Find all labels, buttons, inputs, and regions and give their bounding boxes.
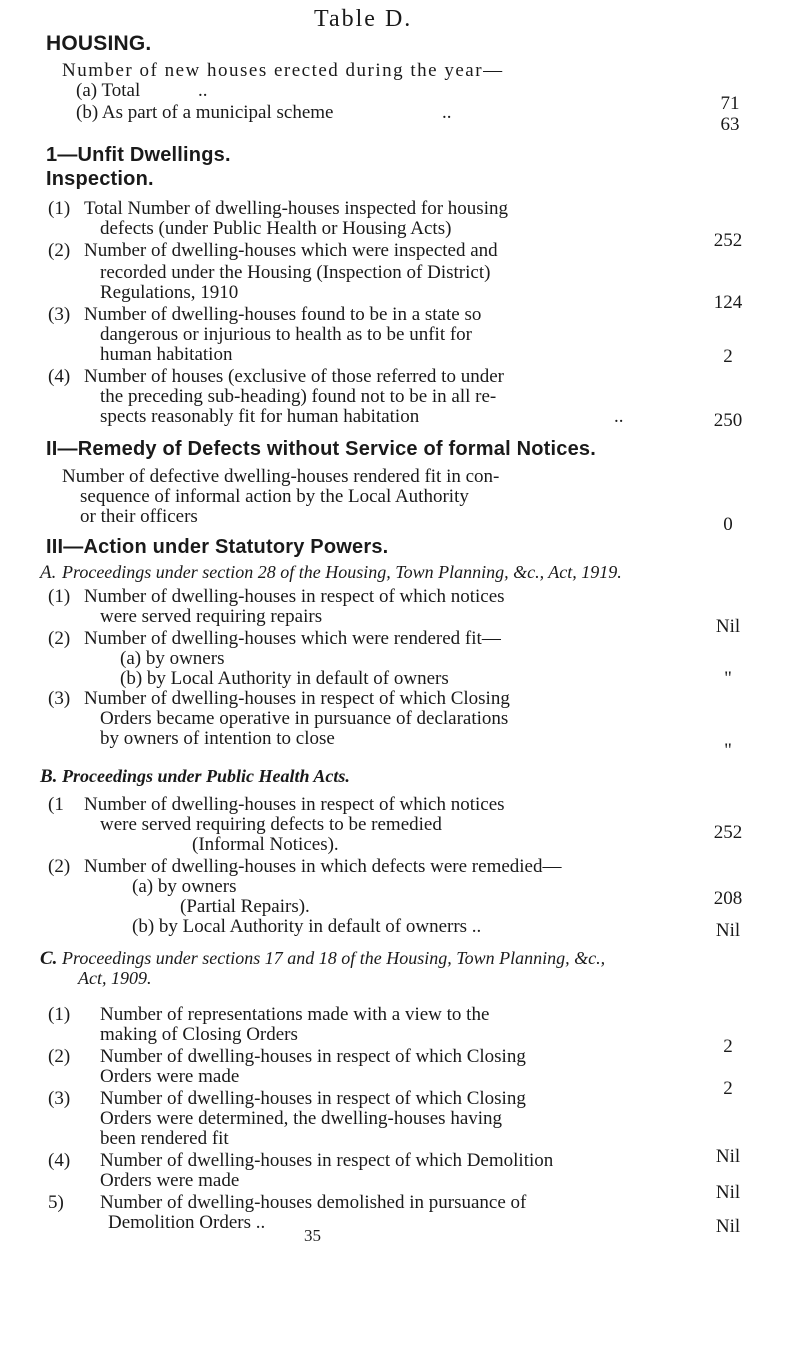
item-value: 2	[723, 1036, 733, 1057]
section-2-heading: II—Remedy of Defects without Service of formal Notices.	[46, 438, 597, 460]
table-title: Table D.	[314, 6, 413, 32]
item-value: "	[724, 668, 732, 689]
item-text-line: Number of dwelling-houses in respect of which Closing	[100, 1088, 526, 1109]
item-number: (1)	[48, 1004, 71, 1025]
item-value: 0	[723, 514, 733, 535]
item-number: (1)	[48, 586, 71, 607]
item-value: Nil	[715, 616, 741, 637]
item-value: 250	[713, 410, 743, 431]
subsection-b-title: Proceedings under Public Health Acts.	[62, 766, 350, 786]
housing-heading: HOUSING.	[46, 32, 152, 55]
item-number: (1	[48, 794, 64, 815]
item-text-line: dangerous or injurious to health as to be unfit for	[100, 324, 473, 345]
new-houses-municipal-value: 63	[720, 114, 740, 135]
item-text-line: been rendered fit	[100, 1128, 229, 1149]
subsection-label: B.	[40, 766, 58, 787]
item-text-line: were served requiring repairs	[100, 606, 323, 627]
subsection-label: C.	[40, 948, 58, 969]
item-text-line: defects (under Public Health or Housing Acts)	[100, 218, 452, 239]
inspection-subheading: Inspection.	[46, 168, 154, 190]
item-number: (2)	[48, 628, 71, 649]
item-text-line: by owners of intention to close	[100, 728, 335, 749]
item-number: 5)	[48, 1192, 64, 1213]
item-number: (2)	[48, 856, 71, 877]
item-text-line: Orders were determined, the dwelling-houses having	[100, 1108, 503, 1129]
item-text-line: the preceding sub-heading) found not to be in all re-	[100, 386, 497, 407]
item-value: 124	[713, 292, 743, 313]
item-value: Nil	[715, 920, 741, 941]
item-text-line: or their officers	[80, 506, 198, 527]
item-text-line: (Partial Repairs).	[180, 896, 310, 917]
section-3-heading: III—Action under Statutory Powers.	[46, 536, 389, 558]
item-number: (1)	[48, 198, 71, 219]
item-number: (3)	[48, 688, 71, 709]
item-text-line: Orders were made	[100, 1066, 240, 1087]
item-value: 252	[713, 822, 743, 843]
item-value: 252	[713, 230, 743, 251]
item-text-line: Number of dwelling-houses in respect of which Closing	[84, 688, 510, 709]
item-text-line: Number of dwelling-houses in respect of which Demolition	[100, 1150, 554, 1171]
item-value: 2	[723, 346, 733, 367]
item-text-line: (a) by owners	[120, 648, 225, 669]
item-value: Nil	[715, 1182, 741, 1203]
item-number: (4)	[48, 1150, 71, 1171]
item-number: (3)	[48, 304, 71, 325]
item-text-line: Regulations, 1910	[100, 282, 239, 303]
item-text-line: (b) by Local Authority in default of owners	[120, 668, 449, 689]
leader-dots: ..	[614, 406, 624, 427]
item-text-line: Number of houses (exclusive of those referred to under	[84, 366, 504, 387]
item-text-line: (a) by owners	[132, 876, 237, 897]
item-number: (2)	[48, 1046, 71, 1067]
item-text-line: human habitation	[100, 344, 233, 365]
item-text-line: making of Closing Orders	[100, 1024, 298, 1045]
subsection-label: A.	[40, 562, 57, 583]
item-value: Nil	[715, 1146, 741, 1167]
new-houses-municipal-label: (b) As part of a municipal scheme	[76, 102, 334, 123]
item-text-line: Number of dwelling-houses found to be in a state so	[84, 304, 482, 325]
leader-dots: ..	[442, 102, 452, 123]
item-value: 208	[713, 888, 743, 909]
item-text-line: Number of dwelling-houses which were rendered fit—	[84, 628, 501, 649]
item-text-line: Number of representations made with a view to the	[100, 1004, 490, 1025]
item-text-line: Number of dwelling-houses in respect of which Closing	[100, 1046, 526, 1067]
item-text-line: Orders became operative in pursuance of declarations	[100, 708, 509, 729]
item-text-line: (b) by Local Authority in default of ownerrs ..	[132, 916, 482, 937]
item-text-line: Number of defective dwelling-houses rendered fit in con-	[62, 466, 500, 487]
subsection-c-title: Proceedings under sections 17 and 18 of the Housing, Town Planning, &c.,	[62, 948, 606, 968]
item-text-line: Orders were made	[100, 1170, 240, 1191]
item-number: (4)	[48, 366, 71, 387]
new-houses-total-label: (a) Total	[76, 80, 141, 101]
item-text-line: spects reasonably fit for human habitation	[100, 406, 420, 427]
page-number: 35	[304, 1226, 321, 1245]
leader-dots: ..	[198, 80, 208, 101]
item-text-line: sequence of informal action by the Local Authority	[80, 486, 469, 507]
new-houses-intro: Number of new houses erected during the year—	[62, 60, 504, 81]
section-1-heading: 1—Unfit Dwellings.	[46, 144, 231, 166]
item-value: Nil	[715, 1216, 741, 1237]
item-number: (3)	[48, 1088, 71, 1109]
item-text-line: (Informal Notices).	[192, 834, 339, 855]
item-text-line: were served requiring defects to be remedied	[100, 814, 442, 835]
item-text-line: Number of dwelling-houses in respect of which notices	[84, 586, 505, 607]
item-value: 2	[723, 1078, 733, 1099]
subsection-a-title: Proceedings under section 28 of the Housing, Town Planning, &c., Act, 1919.	[62, 562, 622, 582]
new-houses-total-value: 71	[720, 93, 740, 114]
item-text-line: Number of dwelling-houses demolished in pursuance of	[100, 1192, 527, 1213]
item-text-line: Number of dwelling-houses which were inspected and	[84, 240, 498, 261]
item-text-line: Number of dwelling-houses in which defects were remedied—	[84, 856, 562, 877]
item-text-line: Number of dwelling-houses in respect of which notices	[84, 794, 505, 815]
item-text-line: Demolition Orders ..	[108, 1212, 266, 1233]
subsection-c-title-cont: Act, 1909.	[78, 968, 152, 988]
item-text-line: recorded under the Housing (Inspection of District)	[100, 262, 491, 283]
item-value: "	[724, 740, 732, 761]
item-text-line: Total Number of dwelling-houses inspected for housing	[84, 198, 508, 219]
item-number: (2)	[48, 240, 71, 261]
